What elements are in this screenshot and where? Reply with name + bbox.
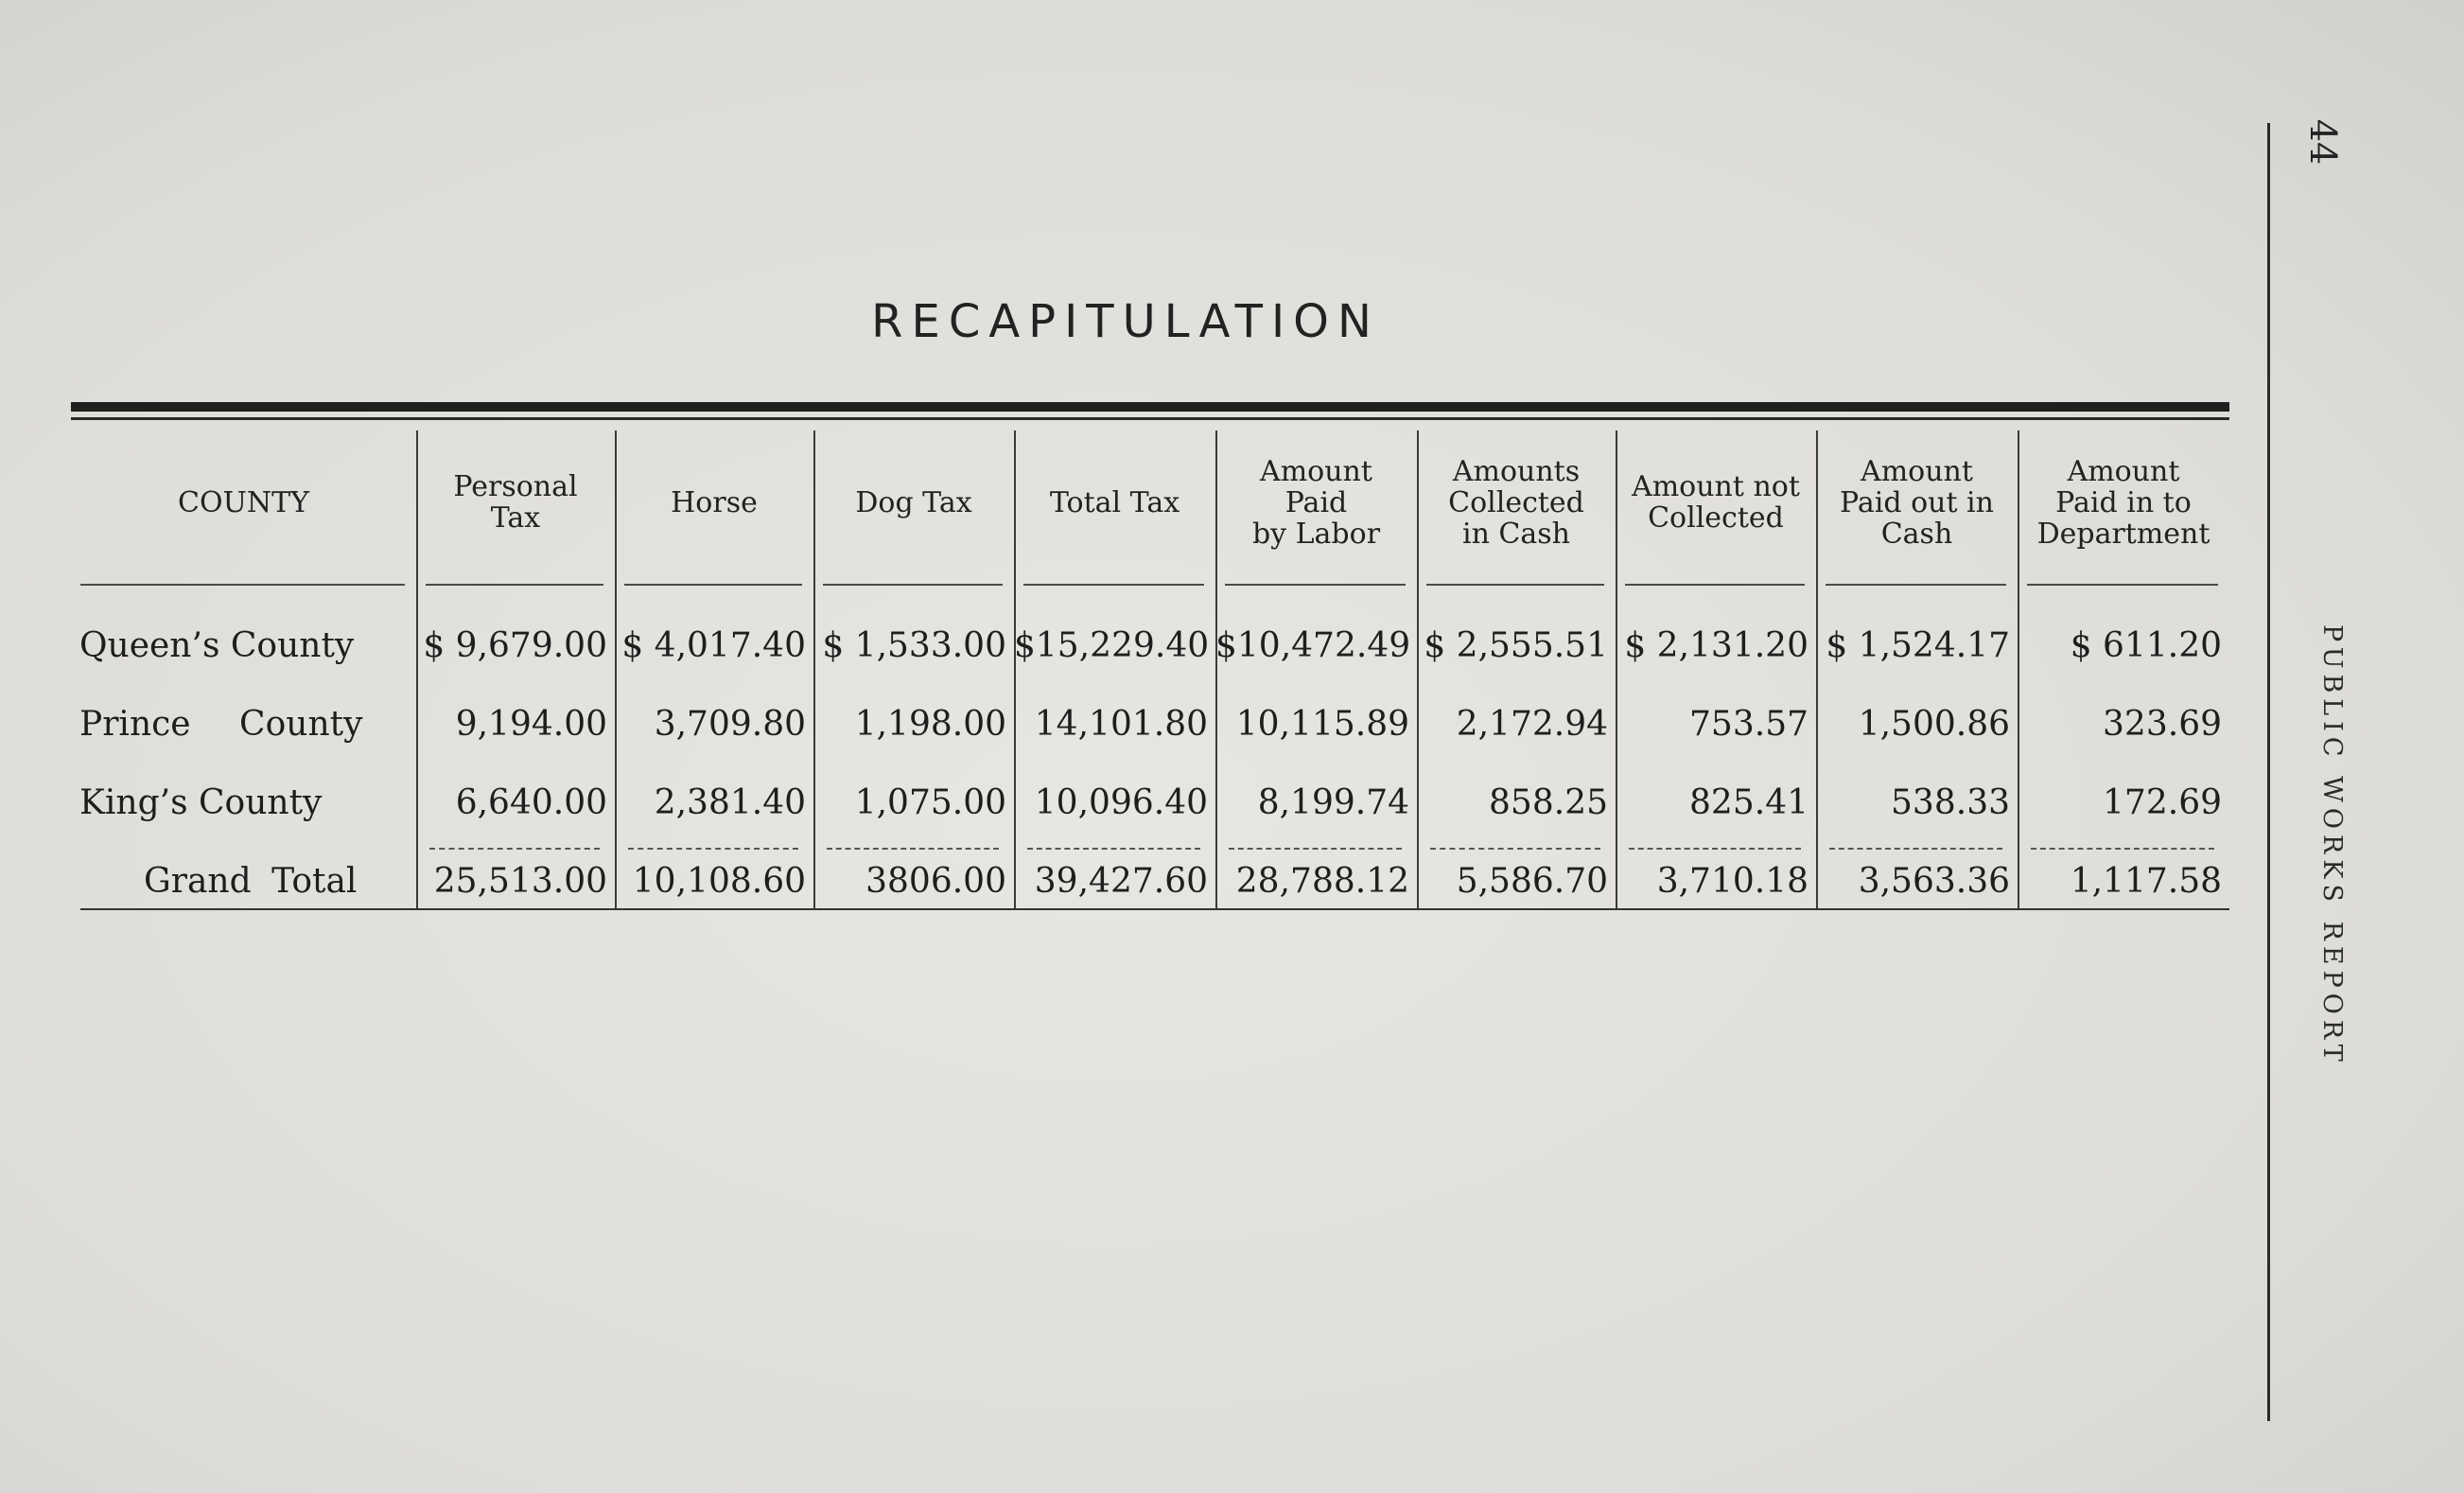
column-header: Amount Paid out in Cash [1840,454,1994,551]
grand-total-label: Grand Total [144,862,358,901]
county-name: King’s County [79,783,323,822]
table-cell: 6,640.00 [455,783,607,822]
table-cell: $10,472.49 [1215,626,1411,665]
table-cell: $ 2,131.20 [1624,626,1809,665]
grand-total-cell: 25,513.00 [433,862,607,901]
table-cell: 1,198.00 [854,705,1006,744]
column-header: Horse [671,485,758,519]
grand-total-cell: 1,117.58 [2070,862,2222,901]
column-header: Dog Tax [855,485,972,519]
county-name: Prince County [79,705,363,744]
header-underline [1826,584,2006,586]
table-cell: 14,101.80 [1034,705,1208,744]
grand-total-cell: 10,108.60 [632,862,806,901]
table-cell: 323.69 [2103,705,2222,744]
sum-line [827,848,999,850]
grand-total-cell: 39,427.60 [1034,862,1208,901]
table-bottom-rule [80,908,2229,910]
header-underline [624,584,802,586]
column-header: Amount Paid in to Department [2036,454,2211,551]
header-underline [1625,584,1805,586]
table-cell: 538.33 [1891,783,2010,822]
header-underline [2027,584,2218,586]
header-underline [1426,584,1604,586]
column-header: Amount Paid by Labor [1251,454,1381,551]
table-cell: 1,500.86 [1858,705,2010,744]
table-cell: 3,709.80 [654,705,806,744]
sum-line [1629,848,1801,850]
table-cell: $ 9,679.00 [423,626,607,665]
header-underline [823,584,1003,586]
grand-total-cell: 5,586.70 [1456,862,1608,901]
table-cell: 8,199.74 [1257,783,1409,822]
column-header: Amount not Collected [1632,470,1800,535]
sum-line [1229,848,1402,850]
header-rule-thin [71,417,2229,420]
table-cell: 753.57 [1689,705,1809,744]
table-cell: $ 4,017.40 [621,626,806,665]
margin-rule [2267,123,2270,1421]
page-number: 44 [2302,118,2345,166]
table-cell: 1,075.00 [854,783,1006,822]
header-underline [80,584,405,586]
column-header: Personal Tax [453,470,578,535]
sum-line [1430,848,1600,850]
table-cell: 10,115.89 [1235,705,1409,744]
table-cell: $ 611.20 [2070,626,2222,665]
table-cell: 2,381.40 [654,783,806,822]
table-cell: 9,194.00 [455,705,607,744]
grand-total-cell: 3806.00 [865,862,1006,901]
grand-total-cell: 28,788.12 [1235,862,1409,901]
table-cell: 858.25 [1489,783,1608,822]
page-title: RECAPITULATION [871,295,1380,348]
header-underline [426,584,603,586]
table-cell: $ 2,555.51 [1424,626,1608,665]
sum-line [1027,848,1200,850]
column-header: COUNTY [178,485,309,519]
sum-line [1829,848,2002,850]
table-cell: $15,229.40 [1014,626,1210,665]
sum-line [429,848,600,850]
table-cell: $ 1,533.00 [822,626,1006,665]
sum-line [628,848,798,850]
table-cell: $ 1,524.17 [1826,626,2010,665]
column-header: Amounts Collected in Cash [1448,454,1584,551]
table-cell: 172.69 [2103,783,2222,822]
table-cell: 2,172.94 [1456,705,1608,744]
table-cell: 10,096.40 [1034,783,1208,822]
table-cell: 825.41 [1689,783,1809,822]
header-rule-thick [71,402,2229,412]
county-name: Queen’s County [79,626,355,665]
running-header: PUBLIC WORKS REPORT [2317,624,2347,1067]
column-header: Total Tax [1049,485,1180,519]
sum-line [2031,848,2214,850]
grand-total-cell: 3,710.18 [1656,862,1809,901]
header-underline [1225,584,1406,586]
header-underline [1023,584,1204,586]
grand-total-cell: 3,563.36 [1858,862,2010,901]
